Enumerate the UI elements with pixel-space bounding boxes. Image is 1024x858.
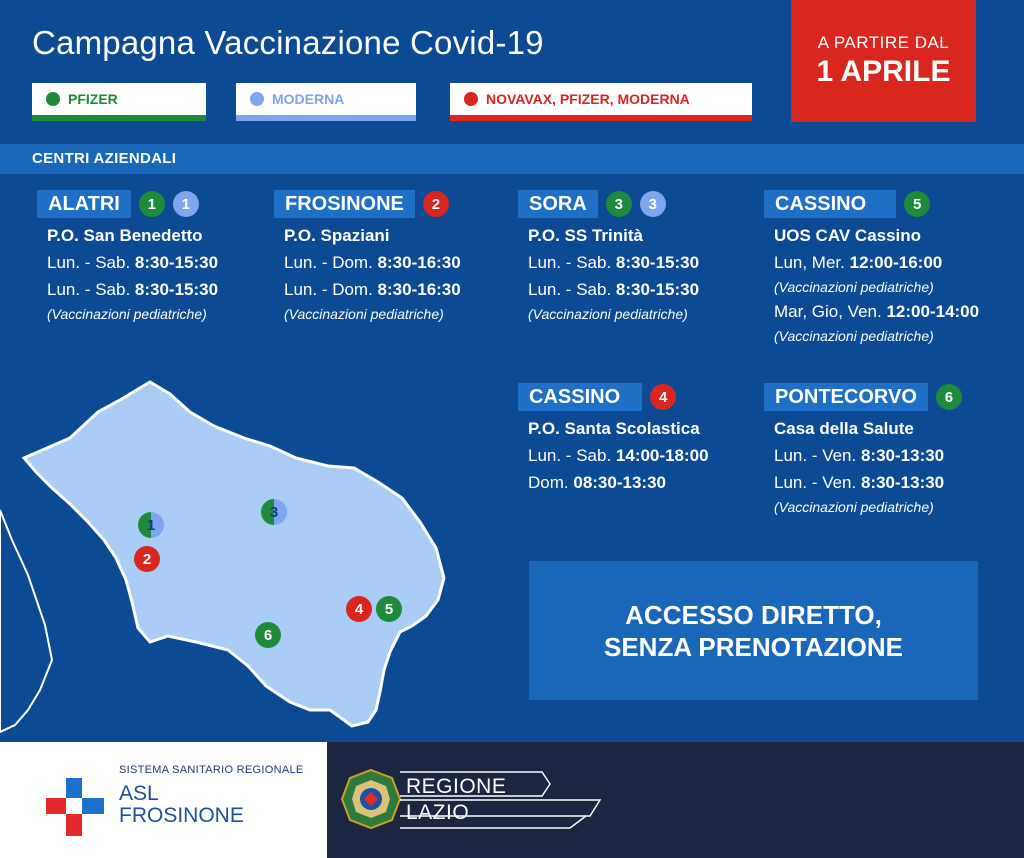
center-note: (Vaccinazioni pediatriche) — [774, 279, 934, 295]
hours-row: Lun. - Sab. 8:30-15:30 — [47, 253, 219, 272]
map-marker: 5 — [376, 596, 402, 622]
center-place: Casa della Salute — [774, 419, 914, 438]
center-place: UOS CAV Cassino — [774, 226, 922, 245]
hours-row: Mar, Gio, Ven. 12:00-14:00 — [774, 302, 980, 321]
center-note: (Vaccinazioni pediatriche) — [47, 306, 207, 322]
center-city: SORA — [518, 190, 598, 218]
cta-line: SENZA PRENOTAZIONE — [603, 631, 903, 662]
hours-row: Lun. - Dom. 8:30-16:30 — [284, 253, 461, 272]
hours-row: Lun. - Dom. 8:30-16:30 — [284, 280, 461, 299]
red-dot-icon — [464, 92, 478, 106]
center-place: P.O. Santa Scolastica — [528, 419, 700, 438]
center-city: CASSINO — [764, 190, 896, 218]
badge-pfizer: 1 — [139, 191, 165, 217]
blue-dot-icon — [250, 92, 264, 106]
regione-name — [406, 774, 506, 826]
left-region-outline — [0, 510, 52, 732]
center-place: P.O. Spaziani — [284, 226, 390, 245]
center-place: P.O. SS Trinità — [528, 226, 643, 245]
center-place: P.O. San Benedetto — [47, 226, 203, 245]
legend-novavax — [450, 83, 752, 121]
legend-label: MODERNA — [272, 91, 345, 107]
page-title: Campagna Vaccinazione Covid-19 — [32, 24, 544, 61]
hours-row: Dom. 08:30-13:30 — [528, 473, 666, 492]
hours-row: Lun. - Sab. 8:30-15:30 — [47, 280, 219, 299]
badge-pfizer: 6 — [936, 384, 962, 410]
province-shape — [24, 382, 444, 726]
center-note: (Vaccinazioni pediatriche) — [528, 306, 688, 322]
center-city: CASSINO — [518, 383, 642, 411]
green-dot-icon — [46, 92, 60, 106]
legend-label: PFIZER — [68, 91, 118, 107]
cta-line: ACCESSO DIRETTO, — [625, 599, 882, 630]
badge-mixed: 4 — [650, 384, 676, 410]
direct-access-banner — [529, 561, 978, 700]
asl-line: ASL — [119, 782, 159, 805]
legend-label: NOVAVAX, PFIZER, MODERNA — [486, 91, 690, 107]
map-marker: 2 — [134, 546, 160, 572]
center-note: (Vaccinazioni pediatriche) — [774, 499, 934, 515]
regione-lazio-emblem-icon — [340, 768, 402, 830]
province-map — [0, 370, 460, 750]
regione-line: REGIONE — [406, 775, 507, 798]
center-sora — [518, 190, 699, 325]
legend-moderna — [236, 83, 416, 121]
hours-row: Lun. - Sab. 14:00-18:00 — [528, 446, 709, 465]
hours-row: Lun. - Sab. 8:30-15:30 — [528, 280, 700, 299]
badge-moderna: 3 — [640, 191, 666, 217]
center-city: ALATRI — [37, 190, 131, 218]
asl-name — [119, 783, 244, 827]
map-marker: 3 — [261, 499, 287, 525]
map-marker: 1 — [138, 512, 164, 538]
center-pontecorvo — [764, 383, 962, 518]
section-title: CENTRI AZIENDALI — [0, 144, 1024, 174]
center-note: (Vaccinazioni pediatriche) — [284, 306, 444, 322]
asl-line: FROSINONE — [119, 804, 244, 827]
center-city: FROSINONE — [274, 190, 415, 218]
center-cassino-cav — [764, 190, 979, 347]
ssr-label: SISTEMA SANITARIO REGIONALE — [119, 764, 304, 776]
badge-mixed: 2 — [423, 191, 449, 217]
hours-row: Lun, Mer. 12:00-16:00 — [774, 253, 943, 272]
start-date-box — [791, 0, 976, 122]
hours-row: Lun. - Sab. 8:30-15:30 — [528, 253, 700, 272]
center-note: (Vaccinazioni pediatriche) — [774, 328, 934, 344]
map-marker: 6 — [255, 622, 281, 648]
center-alatri — [37, 190, 218, 325]
badge-moderna: 1 — [173, 191, 199, 217]
badge-pfizer: 5 — [904, 191, 930, 217]
center-cassino-scolastica — [518, 383, 709, 496]
hours-row: Lun. - Ven. 8:30-13:30 — [774, 473, 945, 492]
map-marker: 4 — [346, 596, 372, 622]
badge-pfizer: 3 — [606, 191, 632, 217]
center-city: PONTECORVO — [764, 383, 928, 411]
center-frosinone — [274, 190, 461, 325]
asl-cross-logo-icon — [46, 778, 104, 836]
start-date-label: A PARTIRE DAL — [817, 33, 950, 52]
start-date-value: 1 APRILE — [816, 55, 951, 88]
regione-line: LAZIO — [406, 801, 470, 824]
legend-pfizer — [32, 83, 206, 121]
hours-row: Lun. - Ven. 8:30-13:30 — [774, 446, 945, 465]
